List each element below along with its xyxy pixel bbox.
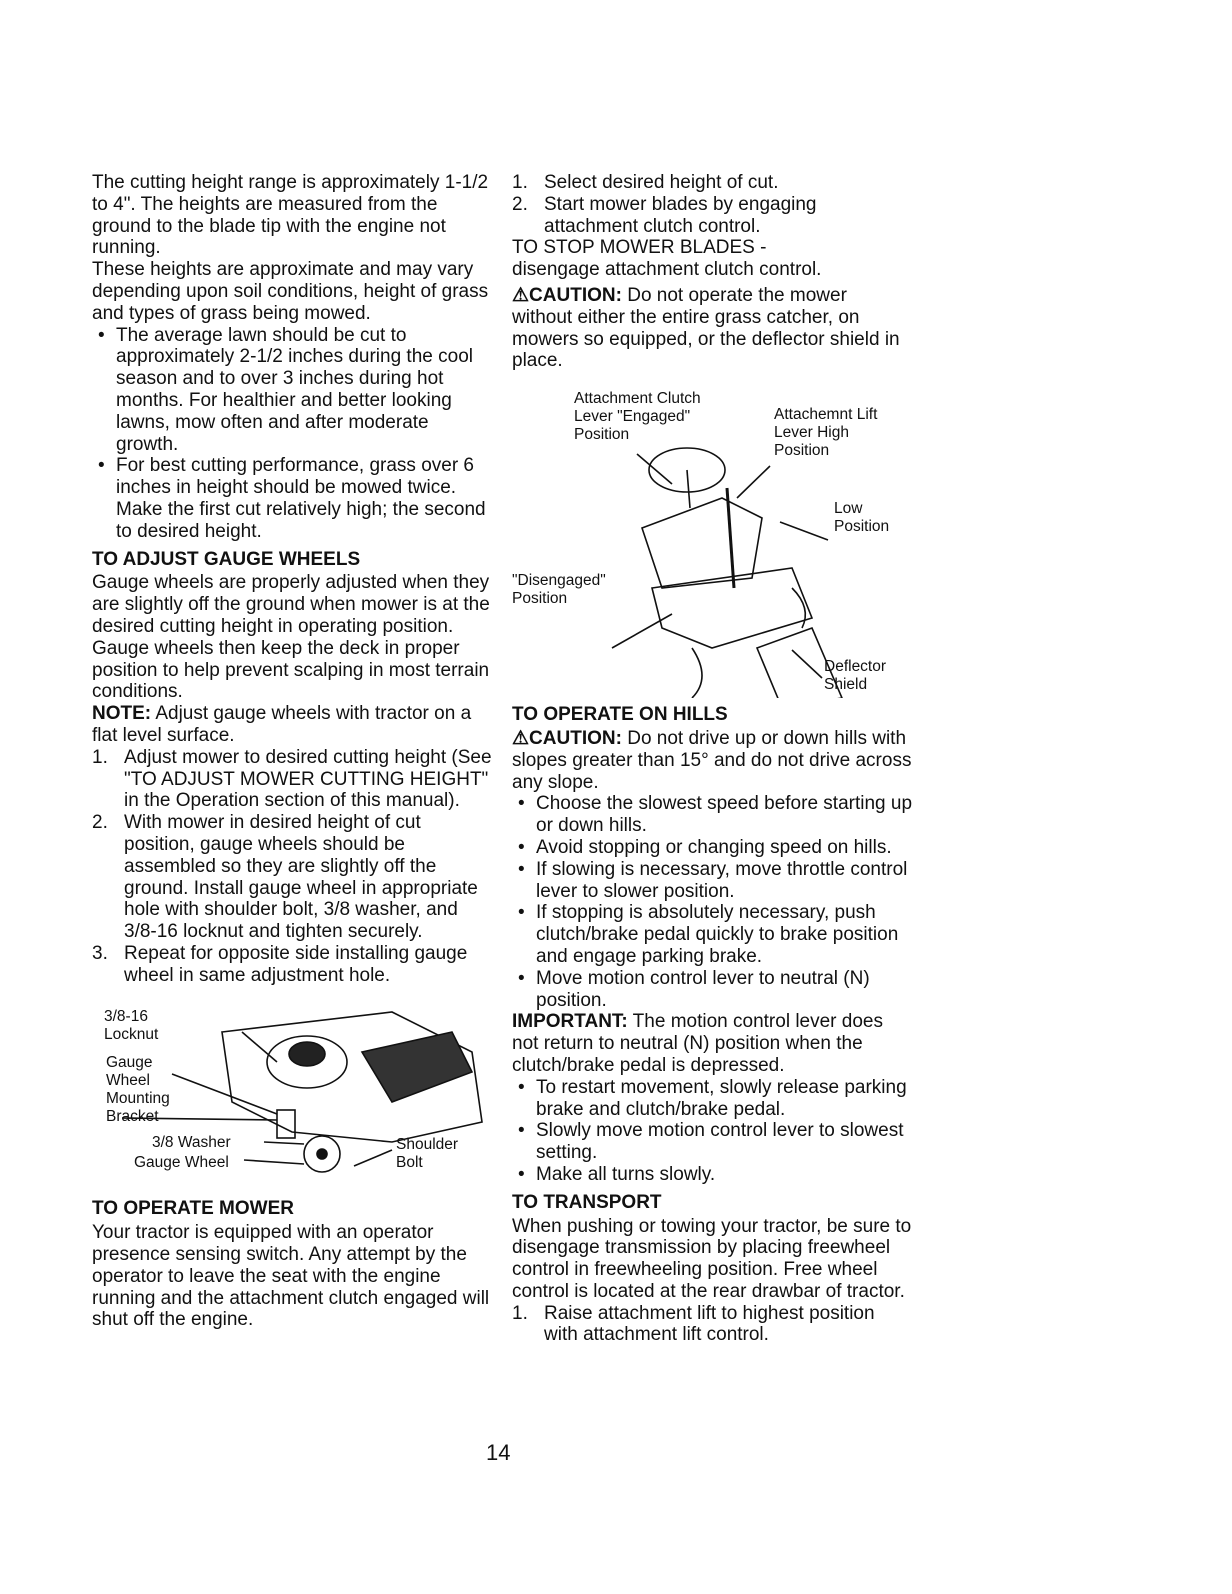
mower-steps-list [512,172,912,237]
hills-bullet-list [512,793,912,1011]
gauge-paragraph: Gauge wheels are properly adjusted when they are slightly off the ground when mower is at the desired cutting height in operating position. Gauge wheels then keep the deck in proper position to help prevent scalping in most terrain conditions. [92,572,490,703]
list-item: • Move motion control lever to neutral (N) position. [512,968,912,1012]
deflector-shield-label: Deflector Shield [824,658,887,694]
shoulder-bolt-label: Shoulder Bolt [396,1136,459,1172]
list-item [512,194,912,238]
caution-text: Do not drive up or down hills with slopes greater than 15° and do not drive across any slope. [512,727,912,793]
note-label: NOTE: [92,703,152,725]
intro-paragraph: The cutting height range is approximately 1-1/2 to 4". The heights are measured from the ground to the blade tip with the engine not running. [92,172,489,259]
disengaged-label: "Disengaged" Position [512,572,606,608]
lift-lever-label: Attachemnt Lift Lever High Position [774,406,878,460]
page-number: 14 [486,1440,511,1465]
step-number: 3. [92,942,108,964]
caution-text: Do not operate the mower without either the entire grass catcher, on mowers so equipped, or the deflector shield in place. [512,284,900,372]
bracket-label: Gauge Wheel Mounting Bracket [106,1054,170,1126]
locknut-label: 3/8-16 Locknut [104,1008,159,1044]
list-item: • Avoid stopping or changing speed on hills. [512,837,912,859]
list-item [92,812,492,943]
stop-line: TO STOP MOWER BLADES - [512,237,767,259]
list-item [512,1303,912,1347]
important-paragraph [512,1011,912,1076]
hills-heading: TO OPERATE ON HILLS [512,704,728,726]
step-text: Adjust mower to desired cutting height (See "TO ADJUST MOWER CUTTING HEIGHT" in the Operation section of this manual). [124,746,492,812]
list-item: • The average lawn should be cut to approximately 2-1/2 inches during the cool season and to over 3 inches during hot months. For healthier and better looking lawns, mow often and after moderate growth. [92,325,492,456]
note-text: Adjust gauge wheels with tractor on a flat level surface. [92,703,472,746]
important-label: IMPORTANT: [512,1011,628,1033]
step-text: Repeat for opposite side installing gauge wheel in same adjustment hole. [124,942,468,986]
intro-bullet-list [92,325,492,543]
list-item [512,172,912,194]
list-item: • Make all turns slowly. [512,1164,912,1186]
step-text: Raise attachment lift to highest position with attachment lift control. [544,1302,875,1346]
step-number: 1. [92,746,108,768]
list-item: • For best cutting performance, grass over 6 inches in height should be mowed twice. Make the first cut relatively high; the second to desired height. [92,455,492,542]
gauge-wheel-figure [92,992,492,1192]
caution-label: CAUTION: [529,727,622,749]
warning-icon: ⚠ [512,284,530,306]
list-item: • If stopping is absolutely necessary, push clutch/brake pedal quickly to brake position and engage parking brake. [512,902,912,967]
list-item: • If slowing is necessary, move throttle control lever to slower position. [512,859,912,903]
list-item: • Choose the slowest speed before starting up or down hills. [512,793,912,837]
transport-steps-list [512,1303,912,1347]
right-column [512,172,912,1346]
restart-bullet-list [512,1077,912,1186]
washer-label: 3/8 Washer [152,1134,231,1152]
list-item [92,943,492,987]
tractor-figure [512,378,912,698]
intro-paragraph: These heights are approximate and may vary depending upon soil conditions, height of grass and types of grass being mowed. [92,259,489,324]
caution-paragraph [512,285,912,372]
list-item: • To restart movement, slowly release parking brake and clutch/brake pedal. [512,1077,912,1121]
step-number: 2. [512,193,528,215]
gauge-steps-list [92,747,492,987]
low-position-label: Low Position [834,500,890,536]
stop-line: disengage attachment clutch control. [512,259,822,281]
transport-heading: TO TRANSPORT [512,1191,662,1213]
caution-label: CAUTION: [529,284,622,306]
note-paragraph [92,703,492,747]
transport-paragraph: When pushing or towing your tractor, be sure to disengage transmission by placing freewheel control in freewheeling position. Free wheel control is located at the rear drawbar of tractor. [512,1215,912,1302]
step-number: 1. [512,1302,528,1324]
important-text: The motion control lever does not return to neutral (N) position when the clutch/brake pedal is depressed. [512,1011,883,1076]
step-number: 1. [512,172,528,193]
gauge-wheel-label: Gauge Wheel [134,1154,229,1172]
caution-paragraph [512,728,912,793]
clutch-lever-label: Attachment Clutch Lever "Engaged" Position [574,390,701,444]
step-text: Start mower blades by engaging attachment clutch control. [544,193,817,237]
warning-icon: ⚠ [512,727,530,749]
list-item [92,747,492,812]
step-number: 2. [92,812,108,834]
step-text: Select desired height of cut. [544,172,779,193]
operate-paragraph: Your tractor is equipped with an operator presence sensing switch. Any attempt by the operator to leave the seat with the engine running and the attachment clutch engaged will shut off the engine. [92,1222,490,1331]
operate-heading: TO OPERATE MOWER [92,1198,294,1220]
gauge-heading: TO ADJUST GAUGE WHEELS [92,548,361,570]
list-item: • Slowly move motion control lever to slowest setting. [512,1120,912,1164]
left-column [92,172,492,1331]
step-text: With mower in desired height of cut position, gauge wheels should be assembled so they are slightly off the ground. Install gauge wheel in appropriate hole with shoulder bolt, 3/8 washer, and 3/8-16 locknut and tighten securely. [124,812,478,943]
